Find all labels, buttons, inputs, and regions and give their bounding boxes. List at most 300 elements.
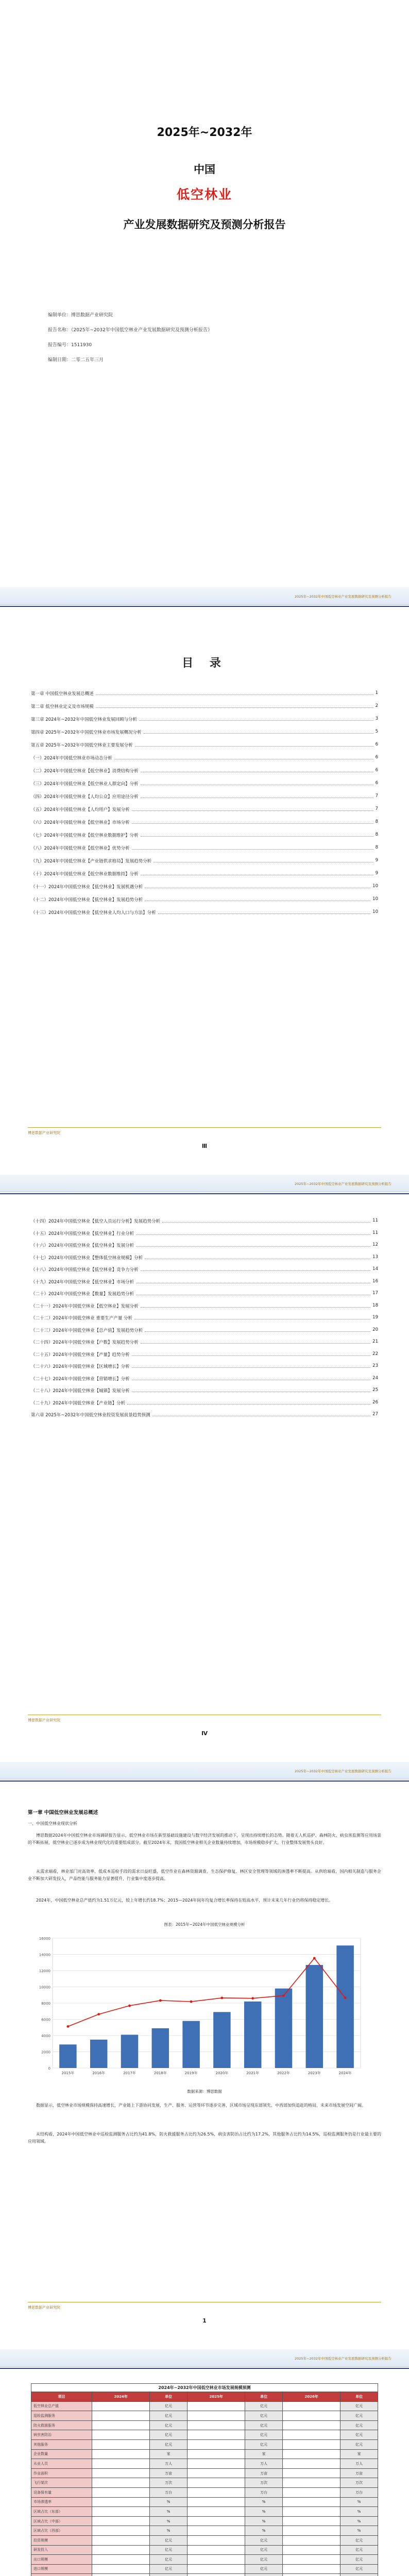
table-cell <box>92 2401 150 2411</box>
toc-item-leader <box>141 1303 371 1308</box>
toc-item[interactable] <box>31 781 378 787</box>
table-cell: 亿元 <box>245 2535 283 2545</box>
table-cell <box>187 2487 245 2497</box>
table-cell: % <box>340 2526 378 2536</box>
table-cell <box>282 2439 340 2449</box>
toc-item[interactable] <box>31 1279 378 1285</box>
table-cell <box>282 2411 340 2421</box>
toc-item-leader <box>141 768 373 772</box>
table-cell: 家 <box>150 2449 188 2459</box>
toc-item-leader <box>141 1266 371 1271</box>
toc-item-page: 3 <box>375 716 378 721</box>
toc-item-title: （十七）2024年中国低空林业【整体低空林业规模】分析 <box>31 1255 143 1261</box>
y-tick-label: 0 <box>48 2066 50 2071</box>
toc-item-leader <box>141 832 373 837</box>
table-title: 2024年~2032年中国低空林业市场发展规模预测 <box>31 2383 378 2392</box>
y-tick-label: 6000 <box>41 2018 50 2022</box>
table-cell <box>282 2564 340 2574</box>
table-row <box>31 2545 378 2555</box>
toc-item-page: 26 <box>372 1399 378 1405</box>
toc-item-title: （十四）2024年中国低空林业【低空人员运行分析】发展趋势分析 <box>31 1219 161 1224</box>
table-cell: 亿元 <box>245 2420 283 2430</box>
growth-point <box>97 2013 100 2015</box>
header-rule <box>0 1781 409 1782</box>
toc-item-title: 第五章 2025年~2032年中国低空林业主要发展分析 <box>31 743 133 748</box>
toc-item[interactable] <box>31 742 378 748</box>
toc-item[interactable] <box>31 909 378 916</box>
toc-item-leader <box>136 1230 370 1235</box>
y-tick-label: 16000 <box>39 1937 50 1941</box>
toc-item[interactable] <box>31 1218 378 1224</box>
table-page <box>0 2349 409 2576</box>
table-cell <box>282 2468 340 2478</box>
toc-item-title: （二十四）2024年中国低空林业【户数】发展趋势分析 <box>31 1340 139 1345</box>
growth-point <box>159 1999 162 2002</box>
table-cell: 病虫害防治 <box>31 2430 92 2440</box>
toc-item-title: （三）2024年中国低空林业【低空林业人群定向】分析 <box>31 782 139 787</box>
growth-point <box>190 2001 193 2003</box>
table-cell: 万亩 <box>245 2468 283 2478</box>
page-separator <box>0 578 409 587</box>
toc-item-page: 23 <box>372 1363 378 1368</box>
table-cell: 万台 <box>340 2487 378 2497</box>
toc-item[interactable] <box>31 690 378 697</box>
toc-item-page: 10 <box>372 909 378 914</box>
x-tick-label: 2018年 <box>154 2071 167 2075</box>
toc-item[interactable] <box>31 716 378 722</box>
table-cell <box>282 2507 340 2517</box>
table-cell: 市场渗透率 <box>31 2497 92 2507</box>
toc-item-title: （二十六）2024年中国低空林业【区域增长】分析 <box>31 1364 130 1369</box>
table-header-row <box>31 2392 378 2402</box>
table-row <box>31 2507 378 2517</box>
table-row <box>31 2516 378 2526</box>
table-row <box>31 2449 378 2459</box>
toc-item-page: 1 <box>375 690 378 696</box>
table-cell: 投资规模 <box>31 2535 92 2545</box>
x-tick-label: 2017年 <box>123 2071 136 2075</box>
table-cell <box>282 2459 340 2469</box>
table-cell: 万亩 <box>340 2468 378 2478</box>
toc-item[interactable] <box>31 832 378 838</box>
table-cell: 亿元 <box>340 2401 378 2411</box>
table-cell: % <box>245 2507 283 2517</box>
cover-years: 2025年~2032年 <box>157 126 252 139</box>
toc-item-page: 12 <box>372 1242 378 1247</box>
toc-item-leader <box>144 729 373 734</box>
toc-item-page: 25 <box>372 1387 378 1393</box>
growth-point <box>128 2005 131 2007</box>
toc-item-page: 14 <box>372 1266 378 1272</box>
table-row <box>31 2401 378 2411</box>
toc-item-leader <box>127 1400 370 1404</box>
toc-item-title: （九）2024年中国低空林业【产业链供求格局】发展趋势分析 <box>31 859 152 864</box>
x-tick-label: 2024年 <box>338 2071 352 2075</box>
table-cell <box>187 2439 245 2449</box>
chapter1-paragraph-2: 2024年，中国低空林业总产值约为1.51万亿元，较上年增长约18.7%；2015—2024年间年均复合增长率保持在较高水平，预计未来几年行业仍将保持稳定增长。 <box>36 1898 333 1903</box>
toc-item[interactable] <box>31 1400 378 1406</box>
table-cell: 低空林业总产值 <box>31 2401 92 2411</box>
toc-item-page: 8 <box>375 832 378 837</box>
table-cell: 亿元 <box>340 2411 378 2421</box>
toc-item[interactable] <box>31 1242 378 1248</box>
table-cell: 亿元 <box>150 2545 188 2555</box>
table-cell <box>282 2516 340 2526</box>
toc-item-page: 8 <box>375 819 378 824</box>
table-cell <box>245 2574 283 2576</box>
table-cell <box>282 2401 340 2411</box>
toc-item-page: 9 <box>375 871 378 876</box>
table-cell <box>150 2574 188 2576</box>
chapter1-paragraph2-1: 从结构看，2024年中国低空林业中巡检监测服务占比约为41.8%，防火救援服务占比约为26.5%，病虫害防治占比约为17.2%，其他服务占比约为14.5%，巡检监测服务仍是行业最主要的应用领域。 <box>28 2132 381 2144</box>
toc-item[interactable] <box>31 755 378 761</box>
toc-item-leader <box>145 884 370 888</box>
table-cell <box>92 2535 150 2545</box>
table-cell <box>92 2526 150 2536</box>
toc-item-page: 20 <box>372 1327 378 1332</box>
toc-item[interactable] <box>31 1266 378 1273</box>
toc-item-title: （八）2024年中国低空林业【低空林业】优势分析 <box>31 846 130 851</box>
table-cell <box>187 2516 245 2526</box>
toc-item-title: （十二）2024年中国低空林业【低空林业】发展趋势分析 <box>31 897 143 903</box>
table-cell: 家 <box>340 2449 378 2459</box>
toc-item-leader <box>145 896 370 901</box>
toc-item[interactable] <box>31 1363 378 1369</box>
table-cell <box>282 2497 340 2507</box>
table-cell: 区域占比（中部） <box>31 2516 92 2526</box>
table-cell: 家 <box>245 2449 283 2459</box>
toc-item-leader <box>132 1376 371 1380</box>
table-cell <box>92 2468 150 2478</box>
toc-item-page: 17 <box>372 1291 378 1296</box>
footer-company: 博思数据产业研究院 <box>28 2306 60 2310</box>
table-cell: 亿元 <box>340 2420 378 2430</box>
y-tick-label: 14000 <box>39 1953 50 1957</box>
table-cell: 万人 <box>150 2459 188 2469</box>
table-cell <box>92 2507 150 2517</box>
toc-item-leader <box>145 1327 370 1332</box>
table-row <box>31 2430 378 2440</box>
table-cell: 亿元 <box>150 2535 188 2545</box>
chapter1-paragraph2-0: 数据显示，低空林业市场规模保持高速增长，产业链上下游协同发展，生产、服务、运营等环节逐步完善，区域市场呈现东部领先、中西部加快追赶的格局，未来市场发展空间广阔。 <box>36 2103 366 2108</box>
toc-item[interactable] <box>31 896 378 903</box>
toc-page-1 <box>0 587 409 1165</box>
toc-item-leader <box>136 1279 370 1283</box>
toc-item-page: 21 <box>372 1339 378 1344</box>
bar <box>336 1945 353 2068</box>
table-row <box>31 2439 378 2449</box>
toc-item-page: 8 <box>375 845 378 850</box>
toc-item[interactable] <box>31 1291 378 1297</box>
toc-item[interactable] <box>31 819 378 825</box>
toc-item-title: （七）2024年中国低空林业【低空林业数据维护】分析 <box>31 833 139 838</box>
toc-item-title: （十五）2024年中国低空林业【低空林业】行业分析 <box>31 1231 134 1236</box>
growth-point <box>67 2025 70 2028</box>
toc-item-leader <box>114 755 373 759</box>
toc-item-leader <box>154 858 373 862</box>
toc-item-title: （二十二）2024年中国低空林业 重要生产产量 分析 <box>31 1316 133 1321</box>
cover-subject: 低空林业 <box>176 187 232 202</box>
toc-title: 目 录 <box>182 657 227 670</box>
table-cell <box>282 2487 340 2497</box>
table-cell: 研发投入 <box>31 2545 92 2555</box>
toc-item-title: （二十一）2024年中国低空林业【低空林业】发展分析 <box>31 1303 139 1309</box>
page-header <box>0 2349 409 2367</box>
table-cell: % <box>245 2497 283 2507</box>
table-cell: % <box>340 2507 378 2517</box>
table-cell: 飞行架次 <box>31 2478 92 2488</box>
x-tick-label: 2016年 <box>92 2071 106 2075</box>
table-cell <box>187 2401 245 2411</box>
toc-item-page: 13 <box>372 1254 378 1260</box>
toc-item-page: 22 <box>372 1351 378 1357</box>
toc-item[interactable] <box>31 1351 378 1358</box>
table-cell <box>187 2468 245 2478</box>
table-cell <box>92 2439 150 2449</box>
toc-item-title: （二十七）2024年中国低空林业【营销增长】分析 <box>31 1376 130 1382</box>
data-table <box>31 2392 378 2576</box>
toc-item-page: 19 <box>372 1315 378 1320</box>
table-cell <box>282 2430 340 2440</box>
toc-item[interactable] <box>31 793 378 800</box>
x-tick-label: 2023年 <box>308 2071 321 2075</box>
y-tick-label: 8000 <box>41 2002 50 2006</box>
y-tick-label: 2000 <box>41 2050 50 2055</box>
cover-info-2: 报告编号：1511930 <box>48 343 92 348</box>
table-cell: 企业数量 <box>31 2449 92 2459</box>
table-cell: 亿元 <box>340 2555 378 2565</box>
table-cell <box>92 2459 150 2469</box>
table-cell: 亿元 <box>340 2430 378 2440</box>
bar <box>244 2002 261 2068</box>
table-cell <box>92 2564 150 2574</box>
table-cell: 作业面积 <box>31 2468 92 2478</box>
table-cell: 亿元 <box>340 2564 378 2574</box>
table-cell: 亿元 <box>245 2411 283 2421</box>
toc-item-title: 第六章 2025年~2032年中国低空林业投资发展前景趋势预测 <box>31 1413 150 1418</box>
toc-item[interactable] <box>31 1230 378 1236</box>
x-tick-label: 2022年 <box>277 2071 290 2075</box>
table-cell: 防火救援服务 <box>31 2420 92 2430</box>
table-cell <box>92 2545 150 2555</box>
table-cell <box>92 2430 150 2440</box>
toc-item-title: 第二章 低空林业定义及市场规模 <box>31 704 94 709</box>
table-cell <box>187 2535 245 2545</box>
table-cell <box>282 2555 340 2565</box>
table-cell: % <box>150 2497 188 2507</box>
table-row <box>31 2468 378 2478</box>
table-cell: 亿元 <box>340 2439 378 2449</box>
table-cell <box>92 2555 150 2565</box>
chapter1-page <box>0 1762 409 2340</box>
toc-item-title: （二十）2024年中国低空林业【数量】发展趋势分析 <box>31 1292 134 1297</box>
table-cell <box>187 2526 245 2536</box>
table-header-cell: 2025年 <box>187 2392 245 2402</box>
toc-item-leader <box>134 1315 370 1319</box>
toc-item-leader <box>162 1218 370 1223</box>
chart1 <box>28 1931 381 2088</box>
toc-item-leader <box>152 1412 371 1416</box>
toc-item-page: 6 <box>375 742 378 747</box>
table-cell: 亿元 <box>340 2535 378 2545</box>
table-cell <box>92 2478 150 2488</box>
page-number: Ⅳ <box>201 1730 208 1737</box>
growth-point <box>313 1957 316 1959</box>
bar <box>59 2044 76 2068</box>
table-cell <box>92 2420 150 2430</box>
toc-item-title: （十九）2024年中国低空林业【低空林业】市场分析 <box>31 1279 134 1285</box>
header-text: 2025年~2032年中国低空林业产业发展数据研究及预测分析报告 <box>294 1182 391 1186</box>
table-cell <box>92 2574 150 2576</box>
table-cell: 进口规模 <box>31 2564 92 2574</box>
toc-item-leader <box>96 690 373 695</box>
cover-info-1: 报告名称：《2025年~2032年中国低空林业产业发展数据研究及预测分析报告》 <box>48 328 212 333</box>
table-cell: 万亩 <box>150 2468 188 2478</box>
table-cell: % <box>340 2516 378 2526</box>
toc-item[interactable] <box>31 1339 378 1345</box>
table-row <box>31 2459 378 2469</box>
cover-info-3: 编制日期：二零二五年三月 <box>48 358 104 363</box>
table-row <box>31 2487 378 2497</box>
toc-item-title: （十）2024年中国低空林业【低空林业数据维持】分析 <box>31 872 139 877</box>
toc-item-leader <box>158 909 371 914</box>
page-number: Ⅲ <box>201 1143 208 1149</box>
page-number: 1 <box>202 2317 207 2324</box>
cover-title: 产业发展数据研究及预测分析报告 <box>123 218 286 231</box>
y-tick-label: 12000 <box>39 1969 50 1973</box>
toc-item[interactable] <box>31 1387 378 1394</box>
toc-item-leader <box>136 1291 370 1295</box>
toc-item[interactable] <box>31 703 378 709</box>
toc-item-title: （一）2024年中国低空林业市场动态分析 <box>31 756 112 761</box>
table-header-cell: 单位 <box>245 2392 283 2402</box>
toc-item[interactable] <box>31 1412 378 1418</box>
table-row <box>31 2555 378 2565</box>
toc-item-page: 10 <box>372 884 378 889</box>
cover-info-0: 编制单位：博思数据产业研究院 <box>48 313 113 318</box>
page-header <box>0 1762 409 1780</box>
table-header-cell: 项目 <box>31 2392 92 2402</box>
growth-point <box>221 1997 224 1999</box>
chapter1-paragraph-0: 博思数据2024年中国低空林业市场调研报告显示，低空林业市场在新型基础设施建设与数字经济发展的推动下，呈现出持续增长的态势。随着无人机巡护、森林防火、病虫害监测等应用场景的不断拓展，低空林业已逐步成为林业现代化的重要组成部分。截至2024年末，我国低空林业相关企业数量持续增加，市场规模稳步扩大，行业整体发展势头良好。 <box>28 1833 381 1845</box>
toc-item[interactable] <box>31 1376 378 1382</box>
toc-item[interactable] <box>31 871 378 877</box>
footer-company: 博思数据产业研究院 <box>28 1131 60 1135</box>
table-header-cell: 2024年 <box>92 2392 150 2402</box>
toc-item[interactable] <box>31 768 378 774</box>
toc-item[interactable] <box>31 1303 378 1309</box>
toc-item-title: （二十八）2024年中国低空林业【城镇】发展分析 <box>31 1388 130 1394</box>
chapter1-section: 一、中国低空林业现状分析 <box>28 1821 77 1826</box>
table-cell <box>187 2420 245 2430</box>
table-cell <box>92 2487 150 2497</box>
table-row <box>31 2574 378 2576</box>
toc-item-leader <box>132 1363 371 1368</box>
table-cell: % <box>245 2516 283 2526</box>
toc-item[interactable] <box>31 858 378 864</box>
table-cell: 亿元 <box>150 2430 188 2440</box>
toc-item[interactable] <box>31 884 378 890</box>
table-row <box>31 2411 378 2421</box>
table-cell: 万次 <box>340 2478 378 2488</box>
table-cell <box>187 2545 245 2555</box>
table-row <box>31 2497 378 2507</box>
x-tick-label: 2021年 <box>246 2071 260 2075</box>
x-tick-label: 2015年 <box>61 2071 75 2075</box>
table-header-cell: 2026年 <box>282 2392 340 2402</box>
table-cell <box>92 2516 150 2526</box>
chart1-svg <box>28 1931 381 2086</box>
table-cell: 亿元 <box>150 2439 188 2449</box>
toc-item-title: （十八）2024年中国低空林业【低空林业】竞争力分析 <box>31 1267 139 1273</box>
table-cell: 区域占比（西部） <box>31 2526 92 2536</box>
table-cell <box>187 2507 245 2517</box>
header-text: 2025年~2032年中国低空林业产业发展数据研究及预测分析报告 <box>294 1769 391 1773</box>
toc-item-leader <box>132 1387 371 1392</box>
table-cell: 亿元 <box>245 2545 283 2555</box>
table-cell: 从业人员 <box>31 2459 92 2469</box>
toc-item[interactable] <box>31 1327 378 1333</box>
toc-item[interactable] <box>31 729 378 735</box>
toc-item-title: （十六）2024年中国低空林业【低空林业】发展分析 <box>31 1243 134 1248</box>
x-tick-label: 2019年 <box>184 2071 198 2075</box>
table-cell: 亿元 <box>150 2564 188 2574</box>
table-cell: 万台 <box>150 2487 188 2497</box>
table-cell <box>187 2574 245 2576</box>
page-separator <box>0 1165 409 1175</box>
toc-item-leader <box>132 845 373 850</box>
toc-item-title: 第一章 中国低空林业发展总概述 <box>31 691 94 697</box>
table-cell <box>282 2478 340 2488</box>
toc-item-leader <box>141 781 373 785</box>
toc-item-page: 10 <box>372 896 378 902</box>
footer-rule <box>28 1127 381 1128</box>
table-cell: 亿元 <box>150 2411 188 2421</box>
table-cell <box>92 2497 150 2507</box>
table-cell <box>187 2430 245 2440</box>
toc-item-page: 18 <box>372 1302 378 1308</box>
page-separator <box>0 1753 409 1762</box>
toc-item[interactable] <box>31 845 378 851</box>
toc-item-page: 6 <box>375 781 378 786</box>
chapter1-paragraph-1: 从需求端看，林业部门对高效率、低成本巡检手段的需求日益旺盛，低空作业在森林资源调查、生态保护修复、林区安全管理等领域的渗透率不断提高。从供给端看，国内相关制造与服务企业不断加大研发投入，产品性能与服务能力显著提升，行业集中度逐步提高。 <box>28 1869 381 1881</box>
table-cell: 亿元 <box>245 2401 283 2411</box>
table-cell: % <box>150 2516 188 2526</box>
bar <box>182 2021 199 2068</box>
toc-item-page: 5 <box>375 729 378 734</box>
footer-company: 博思数据产业研究院 <box>28 1718 60 1722</box>
table-cell <box>187 2411 245 2421</box>
toc-item-leader <box>132 1351 371 1356</box>
page-separator <box>0 2340 409 2349</box>
toc-item-title: （十一）2024年中国低空林业【低空林业】发展机遇分析 <box>31 885 143 890</box>
forecast-table <box>31 2383 378 2576</box>
toc-item[interactable] <box>31 1315 378 1321</box>
toc-item[interactable] <box>31 806 378 812</box>
toc-item-title: 第三章 2024年~2032年中国低空林业发展回顾与分析 <box>31 717 138 722</box>
table-row <box>31 2564 378 2574</box>
toc-item-title: （四）2024年中国低空林业【人均公众】应用途径分析 <box>31 794 139 800</box>
toc-item-page: 6 <box>375 755 378 760</box>
table-cell <box>282 2535 340 2545</box>
table-cell: 设备保有量 <box>31 2487 92 2497</box>
toc-item-leader <box>141 793 373 798</box>
toc-item-title: （十三）2024年中国低空林业【低空林业人均人口与方法】分析 <box>31 910 156 916</box>
chapter1-title: 第一章 中国低空林业发展总概述 <box>28 1810 98 1816</box>
toc-item[interactable] <box>31 1255 378 1261</box>
table-cell <box>187 2478 245 2488</box>
cover-country: 中国 <box>194 163 215 176</box>
